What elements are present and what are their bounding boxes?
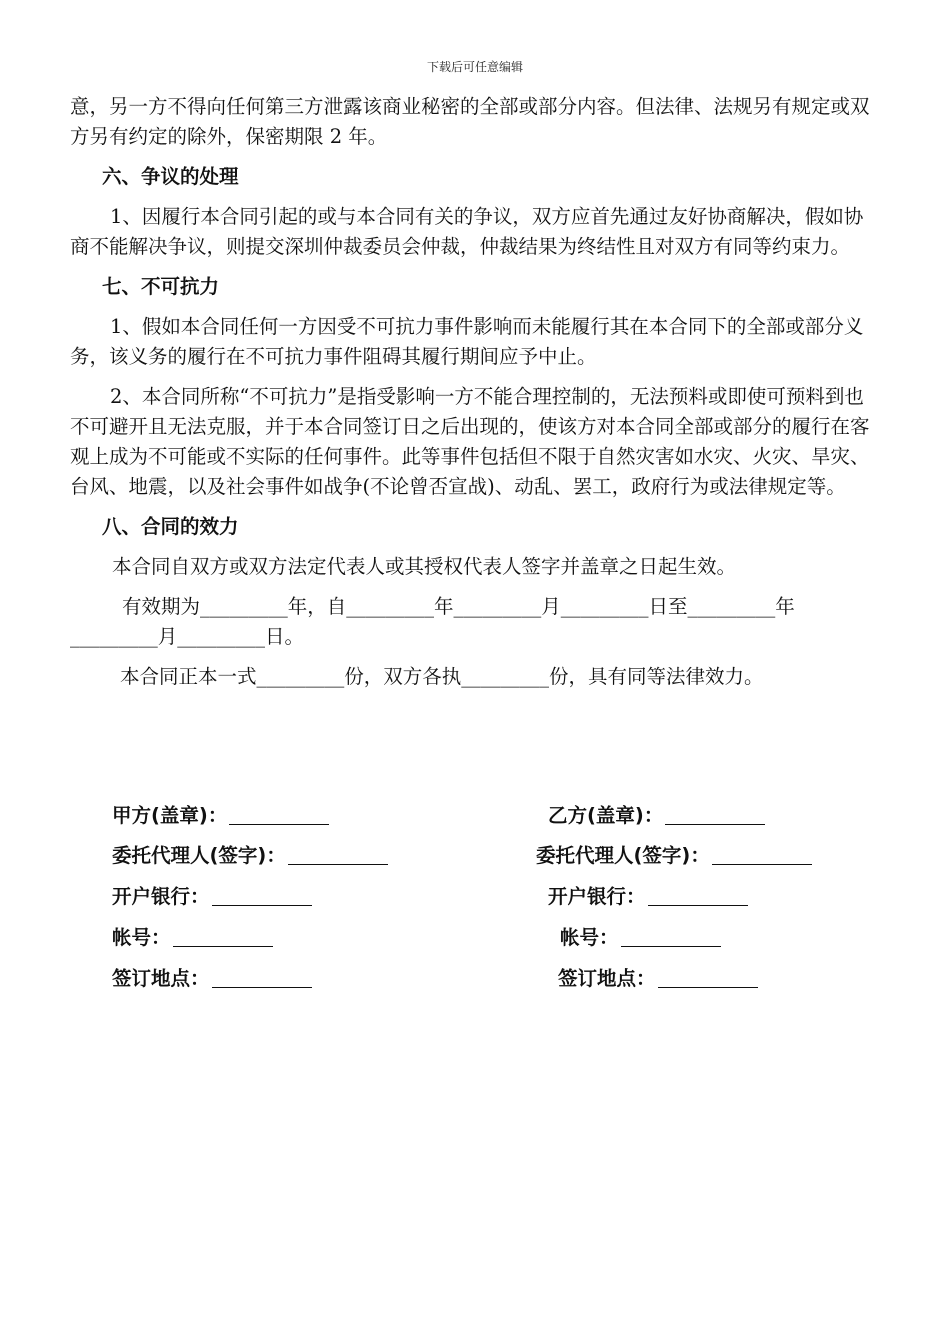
party-a-seal-label: 甲方(盖章)：: [112, 804, 228, 827]
section-6-clause-1: 1、因履行本合同引起的或与本合同有关的争议，双方应首先通过友好协商解决，假如协商不能解决争议，则提交深圳仲裁委员会仲裁，仲裁结果为终结性且对双方有同等约束力。: [70, 205, 864, 258]
section-7-heading: 七、不可抗力: [102, 275, 220, 298]
party-a-account-blank[interactable]: [173, 926, 273, 947]
party-b-place-field[interactable]: [558, 963, 758, 991]
section-7-clause-2: 2、本合同所称“不可抗力”是指受影响一方不能合理控制的，无法预料或即使可预料到也不可避开且无法克服，并于本合同签订日之后出现的，使该方对本合同全部或部分的履行在客观上成为不可能或不实际的任何事件。此等事件包括但不限于自然灾害如水灾、火灾、旱灾、台风、地震，以及社会事件如战争(不论曾否宣战)、动乱、罢工，政府行为或法律规定等。: [70, 385, 870, 498]
page-header: 下载后可任意编辑: [426, 60, 523, 74]
party-b-seal-blank[interactable]: [665, 804, 765, 825]
party-a-place-label: 签订地点：: [112, 967, 210, 990]
party-b-account-label: 帐号：: [560, 926, 619, 949]
party-b-bank-field[interactable]: [548, 881, 748, 909]
party-b-bank-blank[interactable]: [648, 885, 748, 906]
party-a-place-field[interactable]: [112, 963, 312, 991]
party-b-place-label: 签订地点：: [558, 967, 656, 990]
party-b-agent-blank[interactable]: [712, 844, 812, 865]
party-b-bank-label: 开户银行：: [548, 885, 646, 908]
copies-line: 本合同正本一式_________份，双方各执_________份，具有同等法律效力。: [120, 665, 764, 688]
party-b-seal-field[interactable]: [548, 800, 765, 828]
section-7-clause-1: 1、假如本合同任何一方因受不可抗力事件影响而未能履行其在本合同下的全部或部分义务，该义务的履行在不可抗力事件阻碍其履行期间应予中止。: [70, 315, 864, 368]
party-a-seal-blank[interactable]: [229, 804, 329, 825]
party-b-account-blank[interactable]: [621, 926, 721, 947]
party-b-agent-field[interactable]: [536, 840, 812, 868]
contract-body: [70, 92, 880, 692]
party-b-place-blank[interactable]: [658, 967, 758, 988]
party-a-seal-field[interactable]: [112, 800, 329, 828]
party-a-account-field[interactable]: [112, 922, 273, 950]
party-a-bank-field[interactable]: [112, 881, 312, 909]
party-a-bank-label: 开户银行：: [112, 885, 210, 908]
confidentiality-continued-paragraph: 意，另一方不得向任何第三方泄露该商业秘密的全部或部分内容。但法律、法规另有规定或双方另有约定的除外，保密期限 2 年。: [70, 95, 870, 148]
section-8-clause-1: 本合同自双方或双方法定代表人或其授权代表人签字并盖章之日起生效。: [112, 555, 737, 578]
party-a-account-label: 帐号：: [112, 926, 171, 949]
party-a-agent-label: 委托代理人(签字)：: [112, 844, 286, 867]
section-8-heading: 八、合同的效力: [102, 515, 239, 538]
party-a-agent-blank[interactable]: [288, 844, 388, 865]
party-a-place-blank[interactable]: [212, 967, 312, 988]
section-6-heading: 六、争议的处理: [102, 165, 239, 188]
party-b-account-field[interactable]: [560, 922, 721, 950]
validity-period-line: 有效期为_________年，自_________年_________月_________日至_________年_________月_________日。: [70, 595, 795, 648]
party-a-agent-field[interactable]: [112, 840, 388, 868]
party-b-seal-label: 乙方(盖章)：: [548, 804, 664, 827]
party-a-bank-blank[interactable]: [212, 885, 312, 906]
party-b-agent-label: 委托代理人(签字)：: [536, 844, 710, 867]
